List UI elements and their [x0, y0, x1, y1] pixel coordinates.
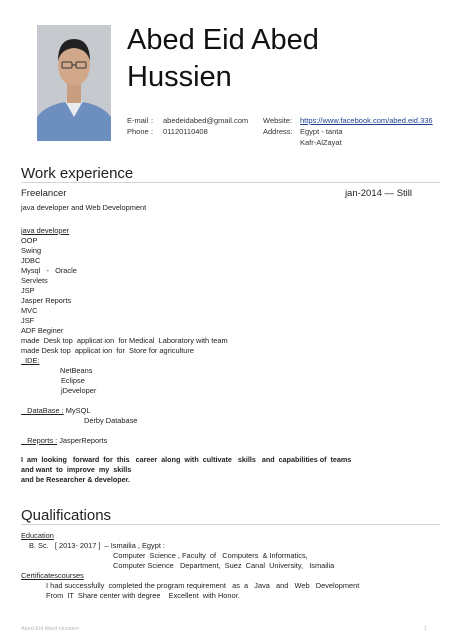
- email-value[interactable]: abedeidabed@gmail.com: [163, 116, 249, 125]
- section-divider: [21, 524, 440, 525]
- job-title: Freelancer: [21, 188, 67, 199]
- qualifications-title: Qualifications: [21, 507, 112, 524]
- education-heading: Education: [21, 531, 54, 540]
- section-divider: [21, 182, 440, 183]
- skill-item: JSF: [21, 316, 35, 325]
- phone-separator: :: [151, 127, 154, 136]
- work-experience-title: Work experience: [21, 165, 134, 182]
- faculty-line: Computer Science , Faculty of Computers & Informatics,: [113, 551, 308, 560]
- spacer: [21, 396, 351, 406]
- career-statement-line: I am looking forward for this career along with cultivate skills and capabilities of teams: [21, 455, 352, 464]
- job-dates: jan-2014 — Still: [344, 188, 412, 199]
- job-details: [21, 226, 351, 485]
- spacer: [21, 426, 351, 436]
- phone-label: Phone: [127, 127, 149, 136]
- project-item: made Desk top applicat ion for Store for agriculture: [21, 346, 194, 355]
- career-statement-line: and want to improve my skills: [21, 465, 132, 474]
- skill-item: ADF Beginer: [21, 326, 64, 335]
- ide-label: IDE:: [21, 356, 40, 365]
- skill-item: Swing: [21, 246, 42, 255]
- email-label: E-mail: [127, 116, 149, 125]
- reports-value: JasperReports: [59, 436, 108, 445]
- ide-item: Eclipse: [61, 376, 85, 385]
- skills-heading: java developer: [21, 226, 70, 235]
- name-line-2: Hussien: [127, 61, 232, 93]
- name-line-1: Abed Eid Abed: [127, 24, 319, 56]
- skill-item: Mysql - Oracle: [21, 266, 77, 275]
- skill-item: Servlets: [21, 276, 48, 285]
- ide-item: NetBeans: [60, 366, 93, 375]
- degree-line: B. Sc. [ 2013- 2017 ] – Ismailia , Egypt :: [29, 541, 165, 550]
- database-label: DataBase :: [21, 406, 64, 415]
- reports-row: [21, 436, 351, 446]
- profile-photo: [37, 25, 111, 141]
- ide-item: jDeveloper: [61, 386, 97, 395]
- website-link[interactable]: https://www.facebook.com/abed.eid.336: [300, 116, 433, 125]
- skill-item: JSP: [21, 286, 35, 295]
- qualifications-details: [21, 531, 359, 601]
- address-label: Address:: [263, 127, 293, 136]
- certificate-line: From IT Share center with degree Excellent with Honor.: [46, 591, 240, 600]
- certificates-heading: Certificatescourses: [21, 571, 84, 580]
- certificate-line: I had successfully completed the program requirement as a Java and Web Development: [46, 581, 360, 590]
- career-statement-line: and be Researcher & developer.: [21, 475, 131, 484]
- skill-item: OOP: [21, 236, 38, 245]
- address-line-2: Kafr-AlZayat: [300, 138, 342, 147]
- profile-photo-avatar-icon: [37, 25, 111, 141]
- email-separator: :: [151, 116, 154, 125]
- database-item: Derby Database: [84, 416, 138, 425]
- job-subtitle: java developer and Web Development: [21, 203, 147, 212]
- phone-value: 01120110408: [163, 127, 208, 136]
- reports-label: Reports :: [21, 436, 58, 445]
- footer-page-number: 1: [424, 626, 428, 632]
- skill-item: MVC: [21, 306, 38, 315]
- candidate-name: [127, 22, 437, 96]
- website-label: Website:: [263, 116, 293, 125]
- skill-item: JDBC: [21, 256, 41, 265]
- footer-name: Abed Eid Abed Hussien: [21, 626, 79, 632]
- address-line-1: Egypt - tanta: [300, 127, 343, 136]
- database-row: [21, 406, 351, 416]
- spacer: [21, 446, 351, 455]
- department-line: Computer Science Department, Suez Canal University, Ismailia: [113, 561, 335, 570]
- database-item: MySQL: [65, 406, 91, 415]
- skill-item: Jasper Reports: [21, 296, 72, 305]
- project-item: made Desk top applicat ion for Medical Laboratory with team: [21, 336, 228, 345]
